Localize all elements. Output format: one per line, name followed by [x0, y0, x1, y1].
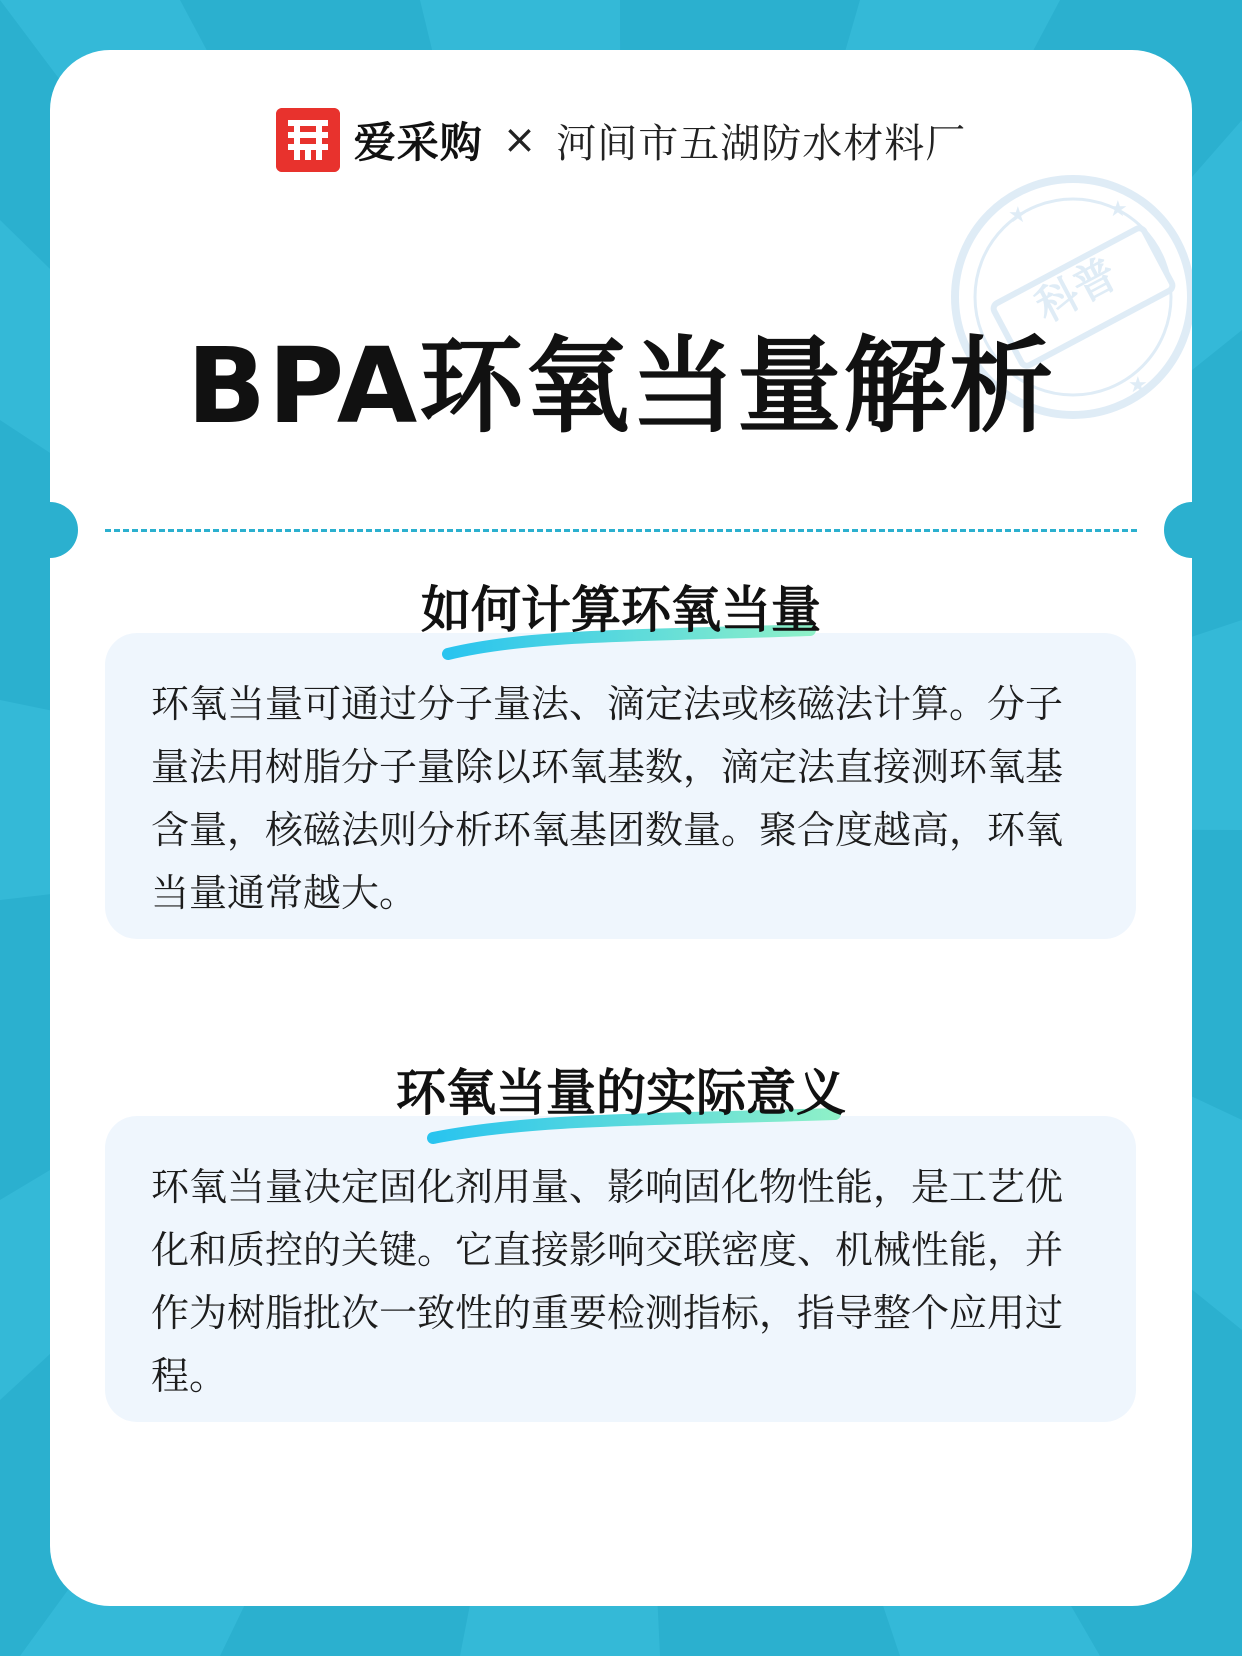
svg-text:★: ★: [1108, 197, 1128, 222]
section-heading-significance: 环氧当量的实际意义: [396, 1064, 846, 1122]
collab-separator: ×: [502, 117, 537, 163]
section-panel-calculation: [105, 633, 1136, 939]
stamp-text: 科普: [1027, 248, 1125, 332]
section-body-significance: 环氧当量决定固化剂用量、影响固化物性能，是工艺优化和质控的关键。它直接影响交联密度、机械性能，并作为树脂批次一致性的重要检测指标，指导整个应用过程。: [151, 1165, 1064, 1398]
content-card: [50, 50, 1192, 1606]
section-panel-significance: [105, 1116, 1136, 1422]
svg-text:★: ★: [1128, 373, 1148, 398]
brand-name: 爱采购: [353, 118, 483, 167]
ticket-notch-left: [50, 502, 78, 558]
page-title: BPA环氧当量解析: [186, 325, 1056, 447]
section-heading-calculation: 如何计算环氧当量: [421, 581, 821, 639]
partner-name: 河间市五湖防水材料厂: [556, 120, 967, 167]
section-body-calculation: 环氧当量可通过分子量法、滴定法或核磁法计算。分子量法用树脂分子量除以环氧基数，滴定法直接测环氧基含量，核磁法则分析环氧基团数量。聚合度越高，环氧当量通常越大。: [151, 682, 1064, 915]
aicaigou-logo-icon: [276, 108, 340, 172]
dashed-divider: [105, 529, 1137, 532]
ticket-notch-right: [1164, 502, 1192, 558]
svg-text:★: ★: [1008, 203, 1028, 228]
